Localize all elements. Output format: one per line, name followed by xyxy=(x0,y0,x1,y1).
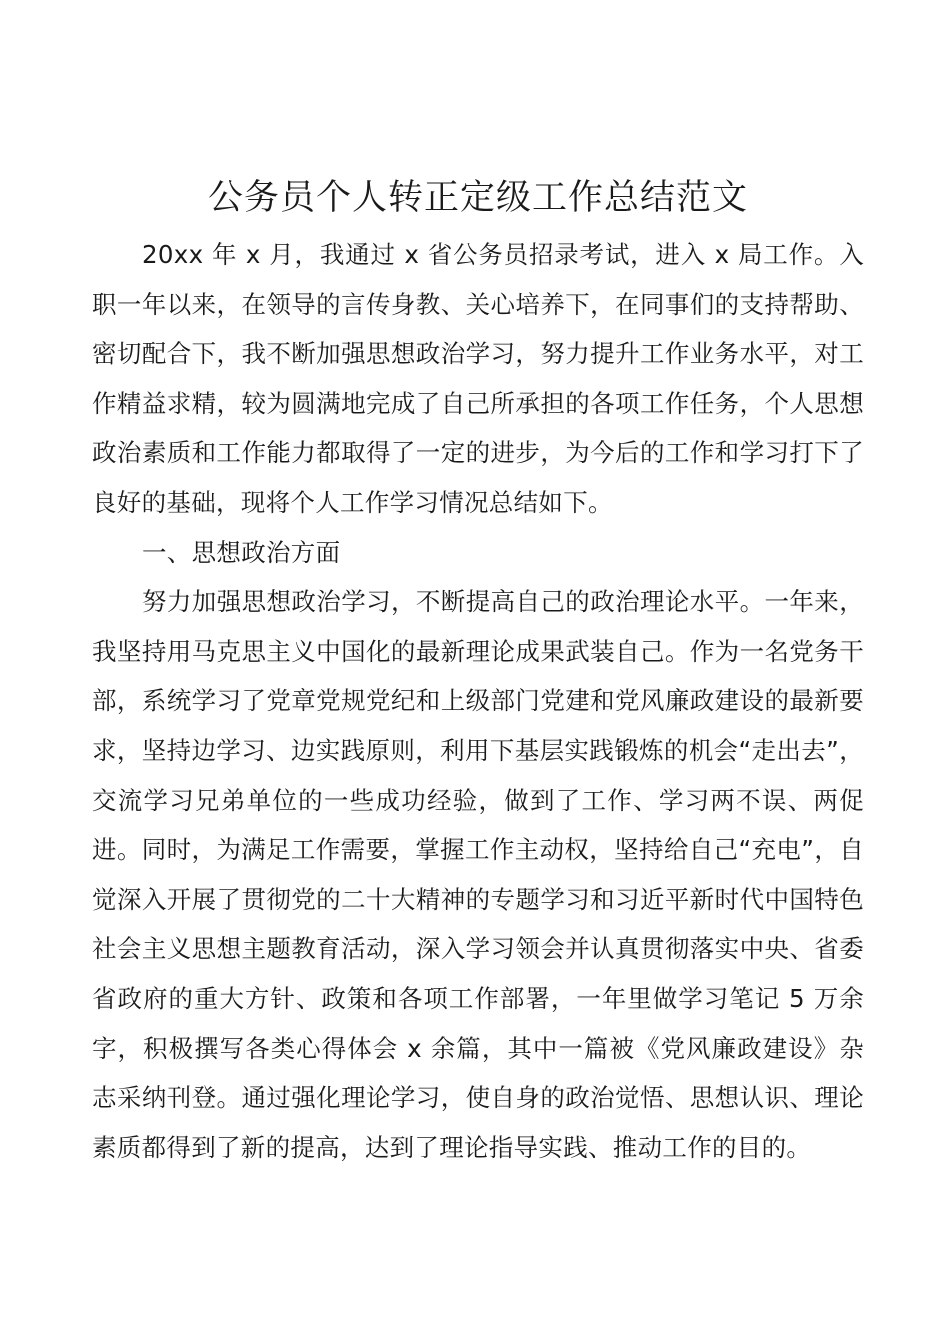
document-page xyxy=(92,172,864,1172)
intro-paragraph: 20xx 年 x 月，我通过 x 省公务员招录考试，进入 x 局工作。入职一年以来，在领导的言传身教、关心培养下，在同事们的支持帮助、密切配合下，我不断加强思想政治学习，努力提升工作业务水平，对工作精益求精，较为圆满地完成了自己所承担的各项工作任务，个人思想政治素质和工作能力都取得了一定的进步，为今后的工作和学习打下了良好的基础，现将个人工作学习情况总结如下。 xyxy=(92,240,864,517)
document-title: 公务员个人转正定级工作总结范文 xyxy=(207,178,748,218)
section-heading-political: 一、思想政治方面 xyxy=(142,537,341,567)
section-paragraph-political: 努力加强思想政治学习，不断提高自己的政治理论水平。一年来，我坚持用马克思主义中国化的最新理论成果武装自己。作为一名党务干部，系统学习了党章党规党纪和上级部门党建和党风廉政建设的最新要求，坚持边学习、边实践原则，利用下基层实践锻炼的机会“走出去”，交流学习兄弟单位的一些成功经验，做到了工作、学习两不误、两促进。同时，为满足工作需要，掌握工作主动权，坚持给自己“充电”，自觉深入开展了贯彻党的二十大精神的专题学习和习近平新时代中国特色社会主义思想主题教育活动，深入学习领会并认真贯彻落实中央、省委省政府的重大方针、政策和各项工作部署，一年里做学习笔记 5 万余字，积极撰写各类心得体会 x 余篇，其中一篇被《党风廉政建设》杂志采纳刊登。通过强化理论学习，使自身的政治觉悟、思想认识、理论素质都得到了新的提高，达到了理论指导实践、推动工作的目的。 xyxy=(92,587,864,1162)
